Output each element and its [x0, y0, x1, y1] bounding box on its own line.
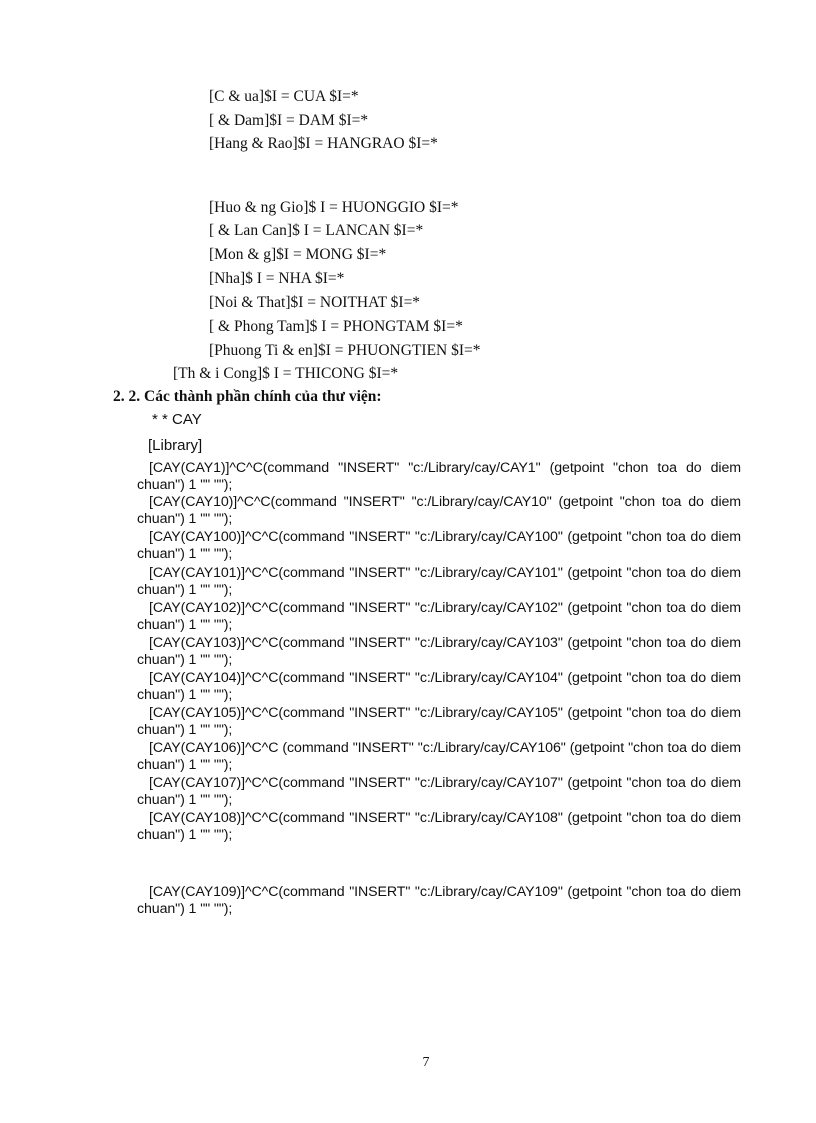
code-entry: [CAY(CAY108)]^C^C(command "INSERT" "c:/Library/cay/CAY108" (getpoint "chon toa do diem chuan") 1 "" ""); [137, 810, 741, 843]
menu-line-noithat: [Noi & That]$I = NOITHAT $I=* [209, 294, 421, 311]
menu-line-hangrao: [Hang & Rao]$I = HANGRAO $I=* [209, 135, 438, 152]
library-label: [Library] [148, 437, 203, 454]
code-entry: [CAY(CAY10)]^C^C(command "INSERT" "c:/Library/cay/CAY10" (getpoint "chon toa do diem chuan") 1 "" ""); [137, 494, 741, 527]
code-entry: [CAY(CAY1)]^C^C(command "INSERT" "c:/Library/cay/CAY1" (getpoint "chon toa do diem chuan") 1 "" ""); [137, 460, 741, 493]
subheading-cay: * * CAY [152, 411, 202, 428]
code-entry: [CAY(CAY107)]^C^C(command "INSERT" "c:/Library/cay/CAY107" (getpoint "chon toa do diem chuan") 1 "" ""); [137, 775, 741, 808]
code-entry: [CAY(CAY102)]^C^C(command "INSERT" "c:/Library/cay/CAY102" (getpoint "chon toa do diem chuan") 1 "" ""); [137, 600, 741, 633]
code-entry: [CAY(CAY109)]^C^C(command "INSERT" "c:/Library/cay/CAY109" (getpoint "chon toa do diem chuan") 1 "" ""); [137, 884, 741, 917]
code-entry: [CAY(CAY105)]^C^C(command "INSERT" "c:/Library/cay/CAY105" (getpoint "chon toa do diem chuan") 1 "" ""); [137, 705, 741, 738]
menu-line-lancan: [ & Lan Can]$ I = LANCAN $I=* [209, 222, 424, 239]
menu-line-phongtam: [ & Phong Tam]$ I = PHONGTAM $I=* [209, 318, 463, 335]
section-heading: 2. 2. Các thành phần chính của thư viện: [113, 388, 382, 405]
menu-line-mong: [Mon & g]$I = MONG $I=* [209, 246, 387, 263]
menu-line-dam: [ & Dam]$I = DAM $I=* [209, 112, 369, 129]
code-entry: [CAY(CAY103)]^C^C(command "INSERT" "c:/Library/cay/CAY103" (getpoint "chon toa do diem chuan") 1 "" ""); [137, 635, 741, 668]
code-entry: [CAY(CAY104)]^C^C(command "INSERT" "c:/Library/cay/CAY104" (getpoint "chon toa do diem chuan") 1 "" ""); [137, 670, 741, 703]
code-entry: [CAY(CAY106)]^C^C (command "INSERT" "c:/Library/cay/CAY106" (getpoint "chon toa do diem chuan") 1 "" ""); [137, 740, 741, 773]
code-entry: [CAY(CAY101)]^C^C(command "INSERT" "c:/Library/cay/CAY101" (getpoint "chon toa do diem chuan") 1 "" ""); [137, 565, 741, 598]
menu-line-phuongtien: [Phuong Ti & en]$I = PHUONGTIEN $I=* [209, 342, 481, 359]
menu-line-thicong: [Th & i Cong]$ I = THICONG $I=* [173, 365, 399, 382]
menu-line-nha: [Nha]$ I = NHA $I=* [209, 270, 345, 287]
menu-line-cua: [C & ua]$I = CUA $I=* [209, 88, 359, 105]
menu-line-huonggio: [Huo & ng Gio]$ I = HUONGGIO $I=* [209, 199, 459, 216]
code-entry: [CAY(CAY100)]^C^C(command "INSERT" "c:/Library/cay/CAY100" (getpoint "chon toa do diem chuan") 1 "" ""); [137, 529, 741, 562]
page-number: 7 [422, 1055, 430, 1070]
